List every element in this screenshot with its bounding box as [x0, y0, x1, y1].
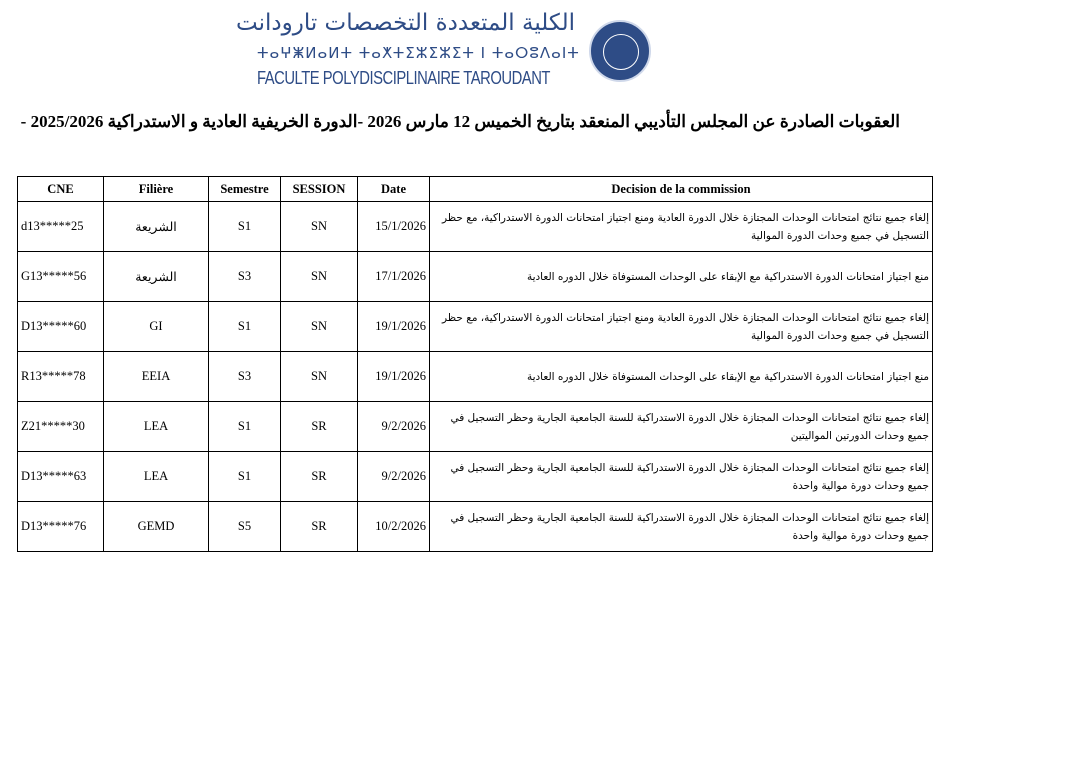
column-header-filiere: Filière	[104, 177, 209, 202]
cell-date: 9/2/2026	[358, 402, 430, 452]
cell-filiere: LEA	[104, 402, 209, 452]
cell-filiere: LEA	[104, 452, 209, 502]
cell-semestre: S1	[209, 402, 281, 452]
table-header-row	[18, 177, 933, 202]
cell-cne: D13*****63	[18, 452, 104, 502]
table-row	[18, 352, 933, 402]
cell-semestre: S1	[209, 452, 281, 502]
table-row	[18, 452, 933, 502]
table-row	[18, 402, 933, 452]
cell-cne: R13*****78	[18, 352, 104, 402]
column-header-cne: CNE	[18, 177, 104, 202]
column-header-session: SESSION	[281, 177, 358, 202]
document-title: العقوبات الصادرة عن المجلس التأديبي المنعقد بتاريخ الخميس 12 مارس 2026 -الدورة الخريفية العادية و الاستدراكية 2025/2026 -	[20, 112, 900, 131]
cell-date: 19/1/2026	[358, 302, 430, 352]
table-row	[18, 302, 933, 352]
university-seal-icon	[589, 20, 651, 82]
table-row	[18, 202, 933, 252]
faculty-logo	[236, 10, 655, 94]
cell-session: SR	[281, 452, 358, 502]
sanctions-table	[17, 176, 933, 552]
logo-tifinagh-name: ⵜⴰⵖⵥⵍⴰⵍⵜ ⵜⴰⵅⵜⵉⵣⵉⵣⵉⵜ ⵏ ⵜⴰⵔⵓⴷⴰⵏⵜ	[257, 44, 580, 62]
cell-filiere: الشريعة	[104, 252, 209, 302]
cell-session: SR	[281, 502, 358, 552]
cell-semestre: S5	[209, 502, 281, 552]
cell-date: 19/1/2026	[358, 352, 430, 402]
cell-decision: إلغاء جميع نتائج امتحانات الوحدات المجتازة خلال الدورة العادية ومنع اجتياز امتحانات الدورة الاستدراكية، مع حظر التسجيل في جميع وحدات الدورة الموالية	[430, 202, 933, 252]
cell-date: 15/1/2026	[358, 202, 430, 252]
cell-cne: D13*****60	[18, 302, 104, 352]
cell-date: 17/1/2026	[358, 252, 430, 302]
cell-filiere: EEIA	[104, 352, 209, 402]
cell-decision: إلغاء جميع نتائج امتحانات الوحدات المجتازة خلال الدورة الاستدراكية للسنة الجامعية الجارية وحظر التسجيل في جميع وحدات الدورتين المواليتين	[430, 402, 933, 452]
cell-date: 9/2/2026	[358, 452, 430, 502]
cell-session: SN	[281, 352, 358, 402]
table-row	[18, 252, 933, 302]
cell-decision: إلغاء جميع نتائج امتحانات الوحدات المجتازة خلال الدورة الاستدراكية للسنة الجامعية الجارية وحظر التسجيل في جميع وحدات دورة موالية واحدة	[430, 502, 933, 552]
table-row	[18, 502, 933, 552]
column-header-decision: Decision de la commission	[430, 177, 933, 202]
cell-semestre: S1	[209, 202, 281, 252]
column-header-date: Date	[358, 177, 430, 202]
cell-filiere: GEMD	[104, 502, 209, 552]
column-header-semestre: Semestre	[209, 177, 281, 202]
cell-date: 10/2/2026	[358, 502, 430, 552]
cell-semestre: S3	[209, 352, 281, 402]
cell-filiere: GI	[104, 302, 209, 352]
cell-session: SR	[281, 402, 358, 452]
cell-decision: منع اجتياز امتحانات الدورة الاستدراكية مع الإبقاء على الوحدات المستوفاة خلال الدوره العادية	[430, 352, 933, 402]
cell-semestre: S1	[209, 302, 281, 352]
cell-cne: Z21*****30	[18, 402, 104, 452]
logo-arabic-name: الكلية المتعددة التخصصات تارودانت	[236, 10, 575, 36]
logo-french-name: FACULTE POLYDISCIPLINAIRE TAROUDANT	[257, 67, 550, 88]
cell-session: SN	[281, 302, 358, 352]
cell-session: SN	[281, 202, 358, 252]
cell-cne: G13*****56	[18, 252, 104, 302]
cell-decision: منع اجتياز امتحانات الدورة الاستدراكية مع الإبقاء على الوحدات المستوفاة خلال الدوره العادية	[430, 252, 933, 302]
cell-filiere: الشريعة	[104, 202, 209, 252]
cell-semestre: S3	[209, 252, 281, 302]
cell-decision: إلغاء جميع نتائج امتحانات الوحدات المجتازة خلال الدورة الاستدراكية للسنة الجامعية الجارية وحظر التسجيل في جميع وحدات دورة موالية واحدة	[430, 452, 933, 502]
cell-cne: d13*****25	[18, 202, 104, 252]
cell-session: SN	[281, 252, 358, 302]
cell-decision: إلغاء جميع نتائج امتحانات الوحدات المجتازة خلال الدورة العادية ومنع اجتياز امتحانات الدورة الاستدراكية، مع حظر التسجيل في جميع وحدات الدورة الموالية	[430, 302, 933, 352]
cell-cne: D13*****76	[18, 502, 104, 552]
